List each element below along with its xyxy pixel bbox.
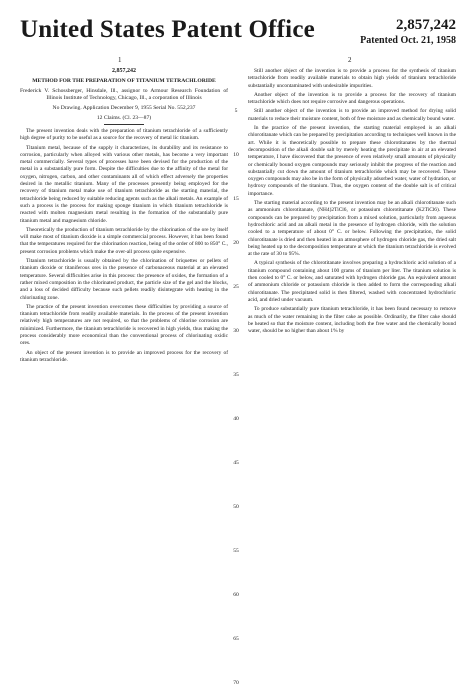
body-paragraph: The present invention deals with the preparation of titanium tetrachloride of a sufficiently high degree of purity to be useful as a source for the recovery of metal lic titanium. — [20, 128, 228, 142]
column-number-1: 1 — [118, 56, 122, 64]
office-title: United States Patent Office — [20, 16, 315, 43]
line-number: 50 — [233, 504, 239, 510]
front-matter — [20, 68, 228, 125]
body-paragraph: To produce substantially pure titanium tetrachloride, it has been found necessary to remove as much of the water remaining in the filter cake as possible. Ordinarily, the filter cake should be heated so that the moisture content, including both the free water and the chemically bound water, should be no higher than about 1% by — [248, 306, 456, 335]
line-number: 70 — [233, 680, 239, 686]
body-paragraph: Titanium tetrachloride is usually obtained by the chlorination of briquettes or pellets of titanium dioxide or titaniferous ores in the presence of carbonaceous material at an elevated temperature. Several difficulties arise in this process: the presence of oxides, the formation of a rather mixed composition in the chlorinated product, the particle size of the gel and the blocks, and a loss of decided difficulty because such pellets readily disintegrate with heating in the chlorinating zone. — [20, 258, 228, 301]
body-paragraph: Another object of the invention is to provide a process for the recovery of titanium tetrachloride which does not require corrosive and dangerous operations. — [248, 91, 456, 106]
body-paragraph: Titanium metal, because of the supply it characterizes, its durability and its resistance to corrosion, particularly when alloyed with various other metals, has become a very important metal commercially. Several types of processes have been devised for the production of the metal in a substantially pure form. Despite the difficulties due to the affinity of the metal for oxygen, nitrogen, carbon, and other contaminants all of which effect adversely the properties desired in the metallic titanium. Many of the processes presently being employed for the recovery of titanium metal make use of titanium tetrachloride as the starting material, the tetrachloride being reduced by suitable reducing agents such as the alkali metals. An example of such a process is the process for making sponge titanium in which titanium tetrachloride is reacted with molten magnesium metal resulting in the formation of the substantially pure titanium metal and magnesium chloride. — [20, 144, 228, 224]
line-number: 60 — [233, 592, 239, 598]
line-number: 10 — [233, 152, 239, 158]
line-number: 25 — [233, 284, 239, 290]
patent-header-right — [360, 16, 456, 48]
body-paragraph: The starting material according to the present invention may be an alkali chlorotitanate such as ammonium chlorotitanate, (NH4)2TiCl6, or potassium chlorotitanate (K2TiCl6). These compounds can be prepared by precipitation from a mixed solution, particularly from aqueous hydrochloric acid and an alkali metal in the presence of hydrogen chloride, with the solution cooled to a temperature of about 0° C. or below. Following the precipitation, the solid chlorotitanate is dried and then heated in an atmosphere of hydrogen chloride gas, the dried salt being heated up to the decomposition temperature at which the titanium tetrachloride is evolved at the rate of 30 to 95%. — [248, 200, 456, 258]
body-paragraph: An object of the present invention is to provide an improved process for the recovery of titanium tetrachloride. — [20, 349, 228, 363]
right-column — [248, 68, 456, 337]
line-number: 35 — [233, 372, 239, 378]
line-number: 15 — [233, 196, 239, 202]
patent-number: 2,857,242 — [396, 17, 456, 33]
body-paragraph: Still another object of the invention is to provide a process for the synthesis of titanium tetrachloride from readily available materials to obtain high yields of titanium tetrachloride substantially uncontaminated with undesirable impurities. — [248, 68, 456, 89]
patented-date: Patented Oct. 21, 1958 — [360, 35, 456, 46]
line-number: 45 — [233, 460, 239, 466]
body-paragraph: Still another object of the invention is to provide an improved method for drying solid materials to reduce their moisture content, both of free moisture and as chemically bound water. — [248, 108, 456, 122]
line-number: 55 — [233, 548, 239, 554]
line-number: 40 — [233, 416, 239, 422]
line-number: 5 — [234, 108, 238, 114]
line-number: 30 — [233, 328, 239, 334]
application-line: No Drawing. Application December 9, 1955 Serial No. 552,237 — [52, 105, 196, 111]
left-column — [20, 68, 228, 366]
line-number: 20 — [233, 240, 239, 246]
divider-rule — [104, 124, 144, 125]
claims-line: 12 Claims. (Cl. 23—87) — [96, 115, 152, 121]
column-number-2: 2 — [348, 56, 352, 64]
body-paragraph: A typical synthesis of the chlorotitanate involves preparing a hydrochloric acid solution of a titanium compound containing about 100 grams of titanium per liter. The titanium solution is then cooled to 0° C. or below, and saturated with hydrogen chloride gas. An equivalent amount of ammonium chloride or potassium chloride is then added to form the corresponding alkali chlorotitanate. The precipitated solid is then filtered, washed with concentrated hydrochloric acid, and dried under vacuum. — [248, 260, 456, 303]
body-paragraph: Theoretically the production of titanium tetrachloride by the chlorination of the ore by itself will make most of titanium dioxide is a simple commercial process. However, it has been found that the temperatures required for the chlorination reaction, being of the order of 800 to 850° C., present corrosion problems which make the over-all process quite expensive. — [20, 226, 228, 255]
body-paragraph: In the practice of the present invention, the starting material employed is an alkali chlorotitanate which can be prepared by precipitation according to techniques well known in the art. While it is theoretically possible to prepare these chlorotitanates by the thermal decomposition of the alkali double salt by merely heating the precipitate in air at an elevated temperature, I have discovered that the presence of even relatively small amounts of physically or chemically bound oxygen compounds may seriously inhibit the progress of the reaction and substantially cut down the amount of titanium tetrachloride which may be recovered. These oxygen compounds may also be in the form of physically adsorbed water, water of hydration, or hydroxy compounds of the titanium. Thus, the oxygen content of the double salt is of critical importance. — [248, 125, 456, 197]
patent-title: METHOD FOR THE PREPARATION OF TITANIUM TETRACHLORIDE — [32, 78, 216, 84]
body-paragraph: The practice of the present invention overcomes these difficulties by providing a source of titanium tetrachloride from readily available materials. In the process of the present invention relatively high temperatures are not required, so that the problems of chlorine corrosion are minimized. Furthermore, the titanium tetrachloride is recovered in high yields, thus making the process considerably more economical than the conventional process of chlorinating oxidic ores. — [20, 303, 228, 347]
inventor-line: Frederick V. Schossberger, Hinsdale, Ill., assignor to Armour Research Foundation of Illinois Institute of Technology, Chicago, Ill., a corporation of Illinois — [20, 88, 228, 101]
line-number: 65 — [233, 636, 239, 642]
front-number: 2,857,242 — [112, 68, 136, 74]
